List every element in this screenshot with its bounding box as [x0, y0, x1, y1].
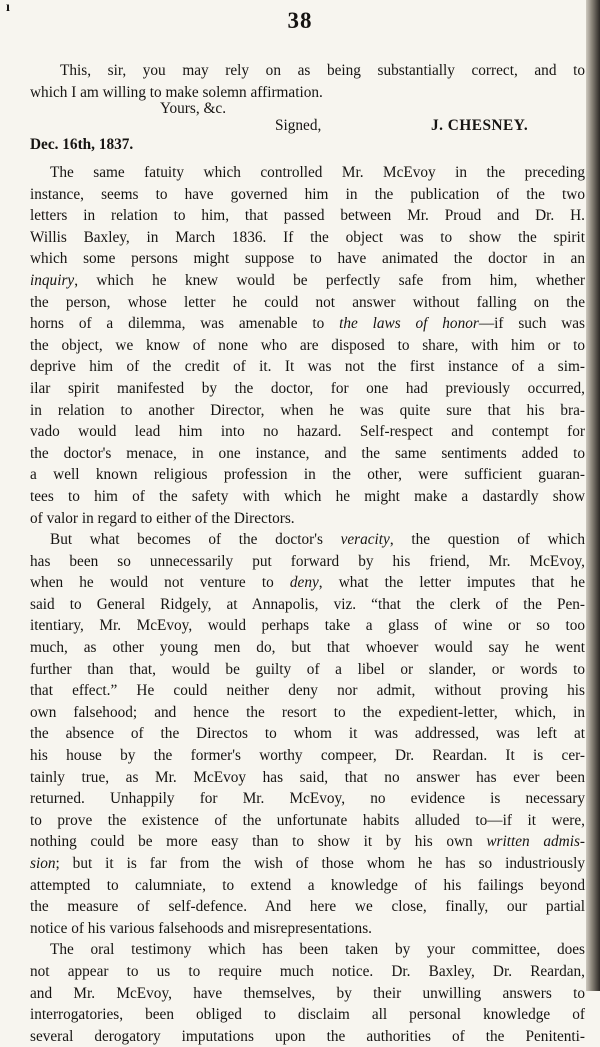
- text-line: The oral testimony which has been taken by your committee, does: [50, 941, 585, 959]
- text-run: —if such was: [478, 315, 585, 333]
- text-line: [30, 831, 585, 853]
- text-run: , which he knew would be perfectly safe from him, whether: [74, 271, 585, 289]
- text-line: much, as other young men do, but that whoever would say he went: [30, 639, 585, 657]
- text-run: ; but it is far from the wish of those whom he has so industriously: [55, 855, 585, 872]
- text-line: attempted to calumniate, to extend a knowledge of his failings beyond: [30, 876, 585, 894]
- text-run: But what becomes of the doctor's: [50, 531, 341, 549]
- text-line: a well known religious profession in the other, were sufficient guaran-: [30, 466, 585, 484]
- letter-line: This, sir, you may rely on as being substantially correct, and to: [60, 62, 585, 79]
- text-line: [30, 313, 585, 335]
- text-line: the absence of the Directos to whom it was addressed, was left at: [30, 725, 585, 743]
- text-run: , the question of which: [389, 531, 585, 549]
- text-line: itentiary, Mr. McEvoy, would perhaps take a glass of wine or so too: [30, 617, 585, 635]
- text-line: tees to him of the safety with which he might make a dastardly show: [30, 487, 585, 505]
- text-line: further than that, would be guilty of a libel or slander, or words to: [30, 660, 585, 678]
- page-edge-shadow: [586, 0, 600, 991]
- text-line: vado would lead him into no hazard. Self-respect and contempt for: [30, 423, 585, 441]
- text-line: [30, 572, 585, 594]
- text-line: has been so unnecessarily put forward by his friend, Mr. McEvoy,: [30, 552, 585, 570]
- text-line: the object, we know of none who are disposed to share, with him or to: [30, 336, 585, 354]
- page-number: 38: [287, 8, 313, 33]
- italic-word: sion: [30, 855, 56, 872]
- italic-phrase: written admis-: [486, 833, 585, 851]
- signature-name: J. CHESNEY.: [431, 117, 529, 134]
- text-line: the measure of self-defence. And here we close, finally, our partial: [30, 898, 585, 916]
- text-line: his house by the former's worthy compeer, Dr. Reardan. It is cer-: [30, 747, 585, 765]
- text-run: , what the letter imputes that he: [318, 574, 585, 592]
- text-line: the doctor's menace, in one instance, and the same sentiments added to: [30, 444, 585, 462]
- text-line: own falsehood; and hence the resort to the expedient-letter, which, in: [30, 703, 585, 721]
- text-line: that effect.” He could neither deny nor admit, without proving his: [30, 682, 585, 700]
- text-line: tainly true, as Mr. McEvoy has said, that no answer has ever been: [30, 768, 585, 786]
- text-line: ilar spirit manifested by the doctor, for one had previously occurred,: [30, 379, 585, 397]
- text-line: instance, seems to have governed him in the publication of the two: [30, 185, 585, 203]
- italic-phrase: the laws of honor: [339, 315, 479, 333]
- text-line: which some persons might suppose to have animated the doctor in an: [30, 250, 585, 268]
- text-line: [30, 270, 585, 292]
- text-line: the person, whose letter he could not answer without falling on the: [30, 293, 585, 311]
- text-line: returned. Unhappily for Mr. McEvoy, no evidence is necessary: [30, 790, 585, 808]
- text-line: The same fatuity which controlled Mr. McEvoy in the preceding: [50, 164, 585, 181]
- text-line: [30, 853, 585, 875]
- text-line: not appear to us to require much notice. Dr. Baxley, Dr. Reardan,: [30, 962, 585, 980]
- text-line: letters in relation to him, that passed between Mr. Proud and Dr. H.: [30, 207, 585, 225]
- italic-word: inquiry: [30, 271, 75, 289]
- text-line: and Mr. McEvoy, have themselves, by their unwilling answers to: [30, 984, 585, 1002]
- italic-word: deny: [289, 574, 319, 592]
- text-line: Willis Baxley, in March 1836. If the object was to show the spirit: [30, 228, 585, 246]
- corner-mark: ı: [6, 0, 10, 15]
- text-line: several derogatory imputations upon the authorities of the Penitenti-: [30, 1027, 585, 1045]
- text-run: when he would not venture to: [30, 574, 290, 592]
- text-line: [30, 529, 585, 551]
- letter-excerpt: [30, 60, 585, 103]
- text-run: nothing could be more easy than to show it by his own: [30, 833, 487, 851]
- letter-closing: Yours, &c.: [160, 100, 227, 117]
- text-line: notice of his various falsehoods and misrepresentations.: [30, 919, 372, 937]
- letter-line: which I am willing to make solemn affirmation.: [30, 83, 323, 101]
- letter-date: Dec. 16th, 1837.: [30, 136, 134, 153]
- signed-label: Signed,: [275, 117, 322, 134]
- text-line: of valor in regard to either of the Directors.: [30, 509, 295, 527]
- text-line: deprive him of the credit of it. It was not the first instance of a sim-: [30, 358, 585, 376]
- text-run: horns of a dilemma, was amenable to: [30, 315, 340, 333]
- italic-word: veracity: [340, 531, 390, 549]
- body-text: [30, 162, 585, 1047]
- text-line: interrogatories, been obliged to disclaim all personal knowledge of: [30, 1006, 585, 1024]
- text-line: to prove the existence of the unfortunate habits alluded to—if it were,: [30, 811, 585, 829]
- text-line: in relation to another Director, when he was quite sure that his bra-: [30, 401, 585, 419]
- text-line: said to General Ridgely, at Annapolis, viz. “that the clerk of the Pen-: [30, 595, 585, 613]
